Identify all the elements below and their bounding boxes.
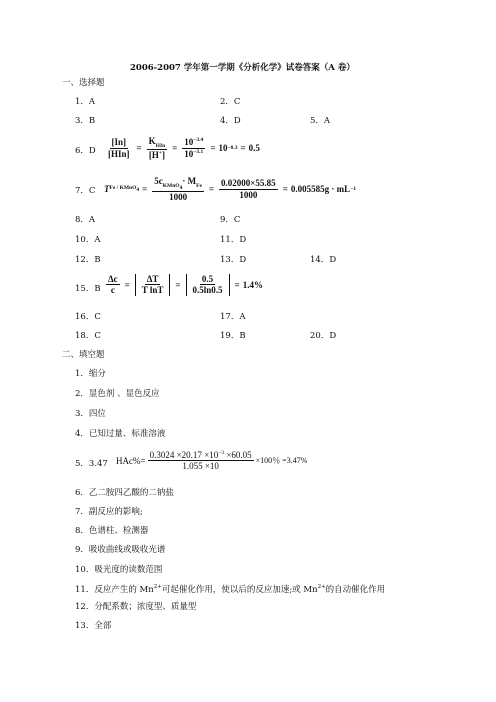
answer-10: 10．A xyxy=(75,235,101,245)
fill-10: 10．吸光度的读数范围 xyxy=(75,565,163,575)
answer-18: 18．C xyxy=(75,331,101,341)
answer-12: 12．B xyxy=(75,255,101,265)
answer-2: 2．C xyxy=(220,97,241,107)
answer-17: 17．A xyxy=(220,312,246,322)
fill-13: 13．全部 xyxy=(75,621,112,631)
fill-5: 5．3.47 xyxy=(75,459,108,469)
fill-11: 11．反应产生的 $Mn^{2+}$可起催化作用，使以后的反应加速;或 $Mn^{2+}$的自动催化作用 xyxy=(75,584,386,595)
answer-7: 7．C xyxy=(75,186,96,196)
equation-15: $\frac{\Delta c}{c}$ = $\frac{\Delta T}{\text{T lnT}}$ = $\frac{0.5}{0.5\ln 0.5}$ = 1.4% xyxy=(108,274,263,296)
answer-15: 15．B xyxy=(75,284,101,294)
fill-7: 7．副反应的影响; xyxy=(75,507,143,517)
fill-9: 9．吸收曲线或吸收光谱 xyxy=(75,545,166,555)
equation-5: HAc%= $\frac{0.3024 \times 20.17 \times 10^{-3} \times 60.05}{1.055 \times 10}$ ×100％ =3.47% xyxy=(116,450,308,472)
answer-4: 4．D xyxy=(220,116,241,126)
answer-9: 9．C xyxy=(220,215,241,225)
answer-11: 11．D xyxy=(220,235,247,245)
equation-7: T Fe / KMnO$_4$ = $\frac{5c_{KMnO_4}\cdot M_{Fe}}{1000}$ = $\frac{0.02000\times 55.85}{1000}$ = 0.005585g · mL −1 xyxy=(104,176,356,203)
answer-6: 6．D xyxy=(75,146,96,156)
equation-6: $\frac{[In]}{\text{[HIn]}}$ = $\frac{K_{HIn}}{[H^+]}$ = $\frac{10^{-3.4}}{10^{-3.1}}$ = 10 −0.3 = 0.5 xyxy=(108,136,260,161)
answer-3: 3．B xyxy=(75,116,96,126)
fill-8: 8．色谱柱、检测器 xyxy=(75,526,149,536)
answer-5: 5．A xyxy=(310,116,331,126)
fill-6: 6．乙二胺四乙酸的二钠盐 xyxy=(75,488,174,498)
fill-1: 1．缩分 xyxy=(75,369,106,379)
page-title: 2006-2007 学年第一学期《分析化学》试卷答案（A 卷） xyxy=(130,63,355,73)
fill-4: 4．已知过量、标准溶液 xyxy=(75,429,166,439)
answer-16: 16．C xyxy=(75,312,101,322)
answer-1: 1．A xyxy=(75,97,96,107)
section-heading-fill: 二、填空题 xyxy=(62,350,105,360)
answer-8: 8．A xyxy=(75,215,96,225)
answer-13: 13．D xyxy=(220,255,247,265)
fill-12: 12．分配系数；浓度型、质量型 xyxy=(75,602,197,612)
fill-3: 3．四位 xyxy=(75,409,106,419)
section-heading-choice: 一、选择题 xyxy=(62,78,105,88)
answer-14: 14．D xyxy=(310,255,337,265)
answer-19: 19．B xyxy=(220,331,246,341)
fill-2: 2．显色剂 、显色反应 xyxy=(75,389,160,399)
answer-20: 20．D xyxy=(310,331,337,341)
